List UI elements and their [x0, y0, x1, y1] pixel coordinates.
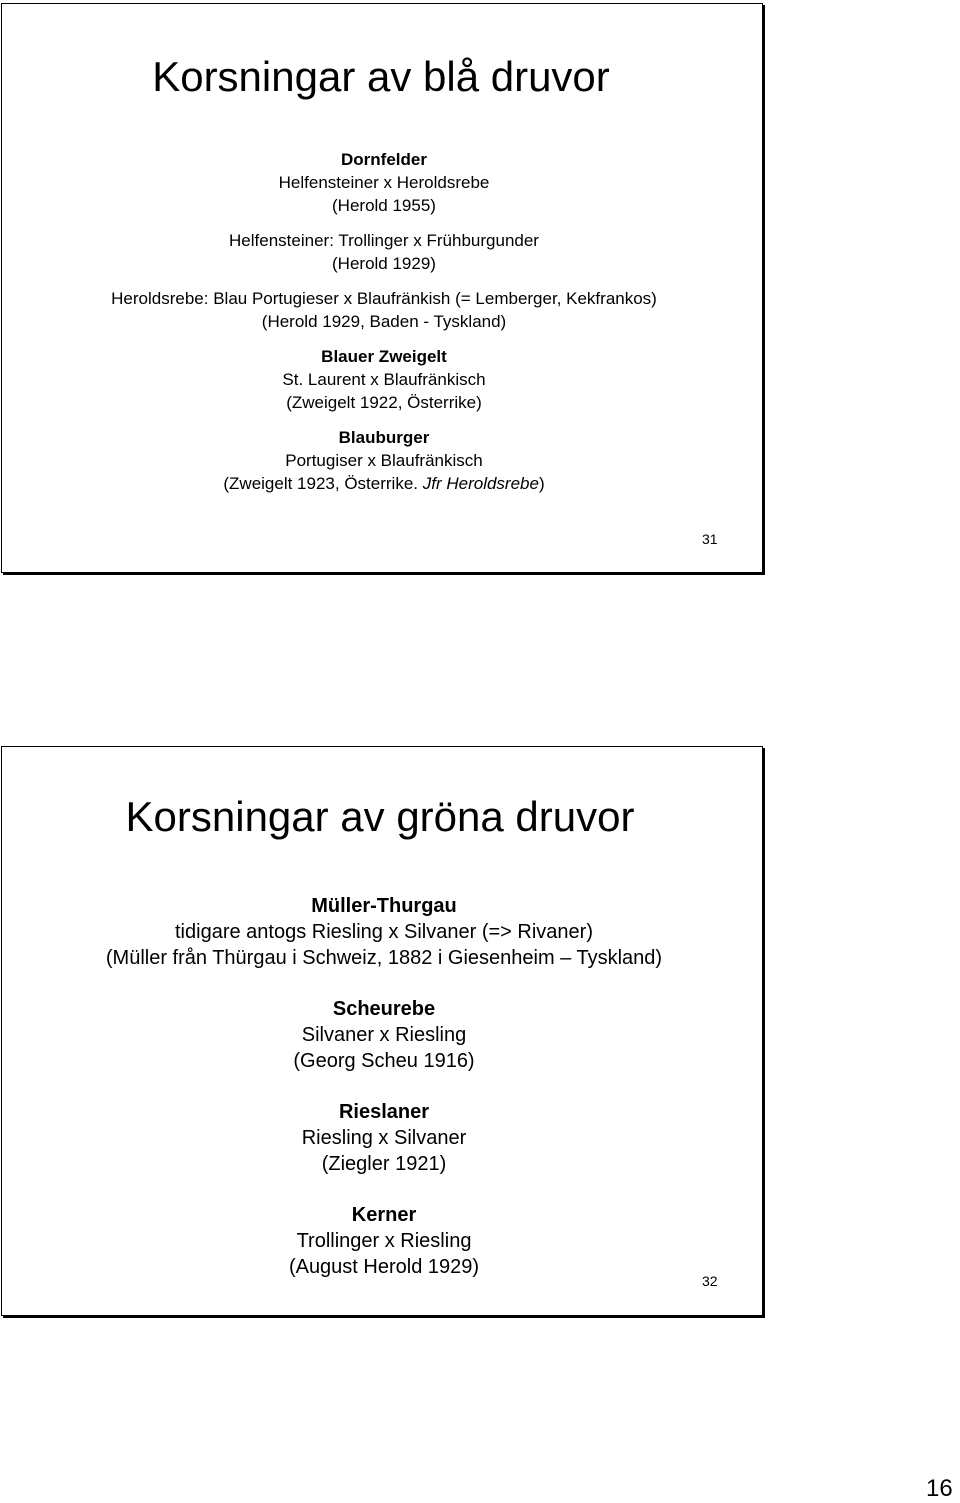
grape-cross-muller-thurgau: tidigare antogs Riesling x Silvaner (=> Rivaner) — [175, 921, 593, 943]
grape-cross-scheurebe: Silvaner x Riesling — [301, 1024, 467, 1046]
slide-title: Korsningar av gröna druvor — [125, 793, 635, 840]
page-number: 16 — [926, 1475, 953, 1502]
grape-name-scheurebe: Scheurebe — [332, 998, 436, 1020]
slide-32 — [1, 746, 763, 1316]
grape-name-rieslaner: Rieslaner — [338, 1101, 430, 1123]
grape-name-muller-thurgau: Müller-Thurgau — [311, 895, 457, 917]
grape-name-dornfelder: Dornfelder — [341, 150, 427, 169]
parent-origin-heroldsrebe: (Herold 1929, Baden - Tyskland) — [261, 312, 507, 331]
grape-cross-blauburger: Portugiser x Blaufränkisch — [285, 451, 483, 470]
grape-cross-rieslaner: Riesling x Silvaner — [301, 1127, 467, 1149]
grape-cross-zweigelt: St. Laurent x Blaufränkisch — [282, 370, 486, 389]
grape-cross-kerner: Trollinger x Riesling — [296, 1230, 472, 1252]
grape-origin-scheurebe: (Georg Scheu 1916) — [293, 1050, 475, 1072]
grape-origin-rieslaner: (Ziegler 1921) — [321, 1153, 447, 1175]
slide-31 — [1, 3, 763, 573]
origin-reference: Jfr Heroldsrebe — [422, 474, 539, 493]
slide-number: 32 — [702, 1273, 718, 1289]
grape-origin-muller-thurgau: (Müller från Thürgau i Schweiz, 1882 i Giesenheim – Tyskland) — [105, 947, 663, 969]
parent-origin-helfensteiner: (Herold 1929) — [332, 254, 436, 273]
parent-cross-helfensteiner: Helfensteiner: Trollinger x Frühburgunder — [229, 231, 539, 250]
grape-cross-dornfelder: Helfensteiner x Heroldsrebe — [278, 173, 490, 192]
grape-origin-zweigelt: (Zweigelt 1922, Österrike) — [286, 393, 482, 412]
slide-title: Korsningar av blå druvor — [152, 53, 610, 100]
origin-text: (Zweigelt 1923, Österrike. — [223, 474, 423, 493]
origin-close: ) — [538, 474, 545, 493]
grape-name-zweigelt: Blauer Zweigelt — [321, 347, 447, 366]
slide-body — [0, 148, 769, 495]
slide-body — [0, 893, 769, 1280]
grape-name-blauburger: Blauburger — [338, 428, 430, 447]
slide-number: 31 — [702, 531, 718, 547]
grape-origin-blauburger — [0, 472, 769, 495]
grape-origin-kerner: (August Herold 1929) — [288, 1256, 480, 1278]
grape-name-kerner: Kerner — [351, 1204, 417, 1226]
parent-cross-heroldsrebe: Heroldsrebe: Blau Portugieser x Blaufränkish (= Lemberger, Kekfrankos) — [111, 289, 657, 308]
grape-origin-dornfelder: (Herold 1955) — [332, 196, 436, 215]
